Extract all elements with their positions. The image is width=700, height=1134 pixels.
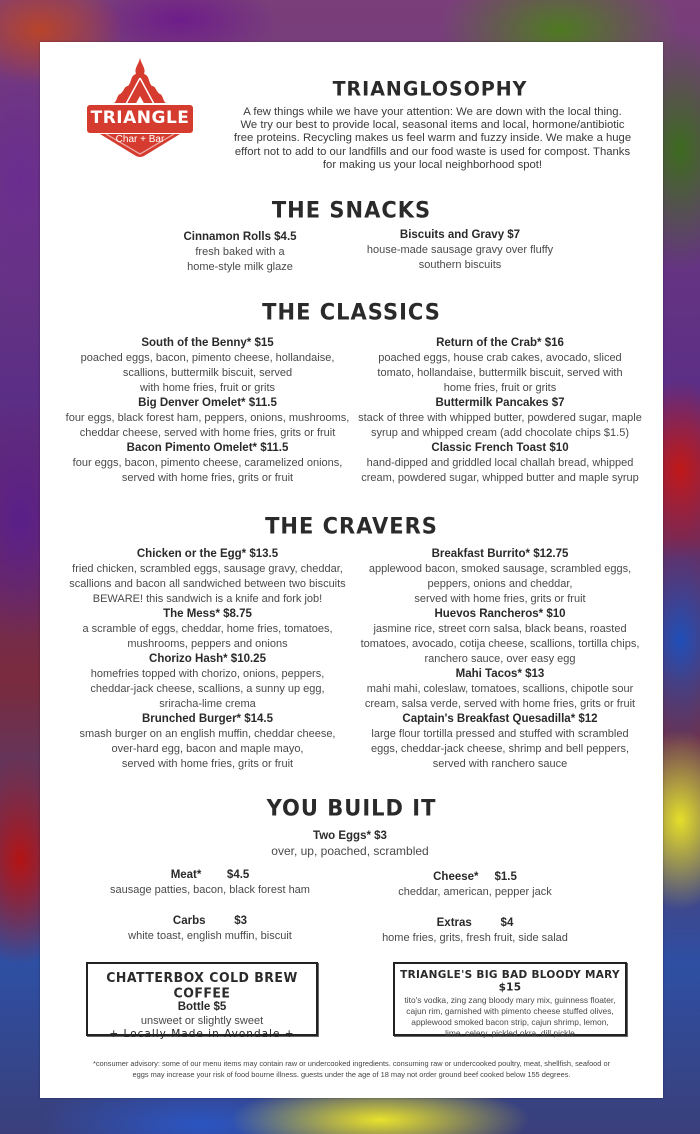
philosophy-line: effort not to add to our landfills and our food waste is used for compost. Thanks — [234, 145, 631, 158]
item-desc: four eggs, black forest ham, peppers, onions, mushrooms, cheddar cheese, served with home fries, grits or fruit — [65, 412, 350, 439]
item-name: Breakfast Burrito* $12.75 — [431, 548, 569, 560]
item-desc: four eggs, bacon, pimento cheese, caramelized onions, served with home fries, grits or fruit — [72, 457, 343, 484]
item-desc: jasmine rice, street corn salsa, black beans, roasted tomatoes, avocado, cotija cheese, scallions, tortilla chips, ranchero sauce, over easy egg — [360, 623, 640, 665]
build-item-meat — [110, 868, 310, 898]
item-desc: a scramble of eggs, cheddar, home fries, tomatoes, mushrooms, peppers and onions — [82, 623, 333, 650]
item-name: Classic French Toast $10 — [431, 442, 569, 454]
item-desc: large flour tortilla pressed and stuffed with scrambled eggs, cheddar-jack cheese, shrimp and bell peppers, served with ranchero sauce — [370, 728, 630, 770]
menu-item — [160, 230, 320, 275]
item-desc: house-made sausage gravy over fluffy southern biscuits — [366, 244, 554, 271]
item-name: The Mess* $8.75 — [163, 608, 252, 620]
item-name: Mahi Tacos* $13 — [455, 668, 545, 680]
item-desc: unsweet or slightly sweet — [140, 1015, 264, 1027]
item-desc: fresh baked with a home-style milk glaze — [187, 246, 293, 273]
philosophy-title: TRIANGLOSOPHY — [332, 77, 528, 101]
build-item-carbs — [110, 914, 310, 944]
item-name: Chorizo Hash* $10.25 — [149, 653, 266, 665]
item-desc: applewood bacon, smoked sausage, scrambled eggs, peppers, onions and cheddar, served with home fries, grits or fruit — [368, 563, 632, 605]
item-name: South of the Benny* $15 — [141, 337, 274, 349]
menu-panel — [40, 42, 663, 1098]
item-name: Big Denver Omelet* $11.5 — [138, 397, 277, 409]
item-name: Brunched Burger* $14.5 — [141, 713, 273, 725]
item-name: Bottle $5 — [177, 1001, 227, 1013]
bloody-mary-title: TRIANGLE'S BIG BAD BLOODY MARY $15 — [400, 968, 620, 994]
build-item-extras — [360, 916, 590, 946]
item-desc: tito's vodka, zing zang bloody mary mix, guinness floater, cajun rim, garnished with pimento cheese stuffed olives, applewood smoked bacon strip, cajun shrimp, lemon, lime, celery, pickled okra, dill pickle — [404, 995, 616, 1038]
build-item-cheese — [360, 870, 590, 900]
consumer-advisory — [70, 1059, 633, 1080]
bloody-mary-box — [393, 962, 627, 1036]
coffee-tagline: + Locally Made in Avondale + — [109, 1027, 295, 1041]
cravers-right-column — [350, 547, 650, 772]
item-name: Chicken or the Egg* $13.5 — [136, 548, 279, 560]
item-desc: sausage patties, bacon, black forest ham — [110, 884, 310, 896]
menu-item — [340, 228, 580, 273]
philosophy-line: We try our best to provide local, seasonal items and local, hormone/antibiotic — [240, 119, 625, 132]
item-name: Carbs $3 — [172, 915, 248, 927]
philosophy-text — [230, 106, 635, 172]
classics-right-column — [350, 336, 650, 486]
section-title-snacks: THE SNACKS — [271, 197, 432, 223]
advisory-line: eggs may increase your risk of food bourne illness. guests under the age of 18 may not order ground beef cooked below 155 degrees. — [132, 1069, 571, 1079]
item-desc: stack of three with whipped butter, powdered sugar, maple syrup and whipped cream (add chocolate chips $1.5) — [358, 412, 642, 439]
item-desc: cheddar, american, pepper jack — [398, 886, 552, 898]
philosophy-line: for making us your local neighborhood spot! — [322, 158, 543, 171]
item-name: Return of the Crab* $16 — [436, 337, 564, 349]
item-name: Extras $4 — [436, 917, 514, 929]
item-desc: poached eggs, house crab cakes, avocado, sliced tomato, hollandaise, buttermilk biscuit, served with home fries, fruit or grits — [377, 352, 623, 394]
item-desc: mahi mahi, coleslaw, tomatoes, scallions, chipotle sour cream, salsa verde, served with home fries, grits or fruit — [364, 683, 636, 710]
cravers-left-column — [60, 547, 355, 772]
section-title-cravers: THE CRAVERS — [265, 513, 438, 539]
coffee-box — [86, 962, 318, 1041]
item-name: Bacon Pimento Omelet* $11.5 — [126, 442, 289, 454]
item-name: Buttermilk Pancakes $7 — [435, 397, 565, 409]
build-center-item — [200, 829, 500, 859]
philosophy-line: free proteins. Recycling makes us feel warm and fuzzy inside. We make a huge — [233, 132, 632, 145]
item-name: Meat* $4.5 — [170, 869, 250, 881]
item-desc: fried chicken, scrambled eggs, sausage gravy, cheddar, scallions and bacon all sandwiched between two biscuits BEWARE! this sandwich is a knife and fork job! — [69, 563, 346, 605]
coffee-title: CHATTERBOX COLD BREW COFFEE — [106, 969, 298, 1001]
item-desc: homefries topped with chorizo, onions, peppers, cheddar-jack cheese, scallions, a sunny up egg, sriracha-lime crema — [90, 668, 325, 710]
item-name: Two Eggs* $3 — [313, 830, 387, 842]
item-name: Biscuits and Gravy $7 — [399, 229, 521, 241]
item-name: Cinnamon Rolls $4.5 — [183, 231, 297, 243]
item-desc: over, up, poached, scrambled — [271, 844, 429, 858]
philosophy-line: A few things while we have your attention: We are down with the local thing. — [243, 106, 622, 118]
logo-subtitle: Char + Bar — [115, 134, 165, 145]
item-desc: home fries, grits, fresh fruit, side salad — [382, 932, 568, 944]
logo-name: TRIANGLE — [90, 108, 190, 128]
item-desc: white toast, english muffin, biscuit — [128, 930, 292, 942]
section-title-classics: THE CLASSICS — [262, 299, 441, 325]
triangle-logo — [82, 56, 198, 158]
item-desc: hand-dipped and griddled local challah bread, whipped cream, powdered sugar, whipped butter and maple syrup — [361, 457, 639, 484]
item-name: Cheese* $1.5 — [433, 871, 517, 883]
classics-left-column — [60, 336, 355, 486]
item-name: Captain's Breakfast Quesadilla* $12 — [402, 713, 598, 725]
section-title-build: YOU BUILD IT — [266, 795, 437, 821]
item-desc: poached eggs, bacon, pimento cheese, hollandaise, scallions, buttermilk biscuit, served with home fries, fruit or grits — [80, 352, 335, 394]
item-desc: smash burger on an english muffin, cheddar cheese, over-hard egg, bacon and maple mayo, served with home fries, grits or fruit — [79, 728, 336, 770]
advisory-line: *consumer advisory: some of our menu items may contain raw or undercooked ingredients. consuming raw or undercooked poultry, meat, shellfish, seafood or — [92, 1059, 611, 1068]
item-name: Huevos Rancheros* $10 — [434, 608, 566, 620]
